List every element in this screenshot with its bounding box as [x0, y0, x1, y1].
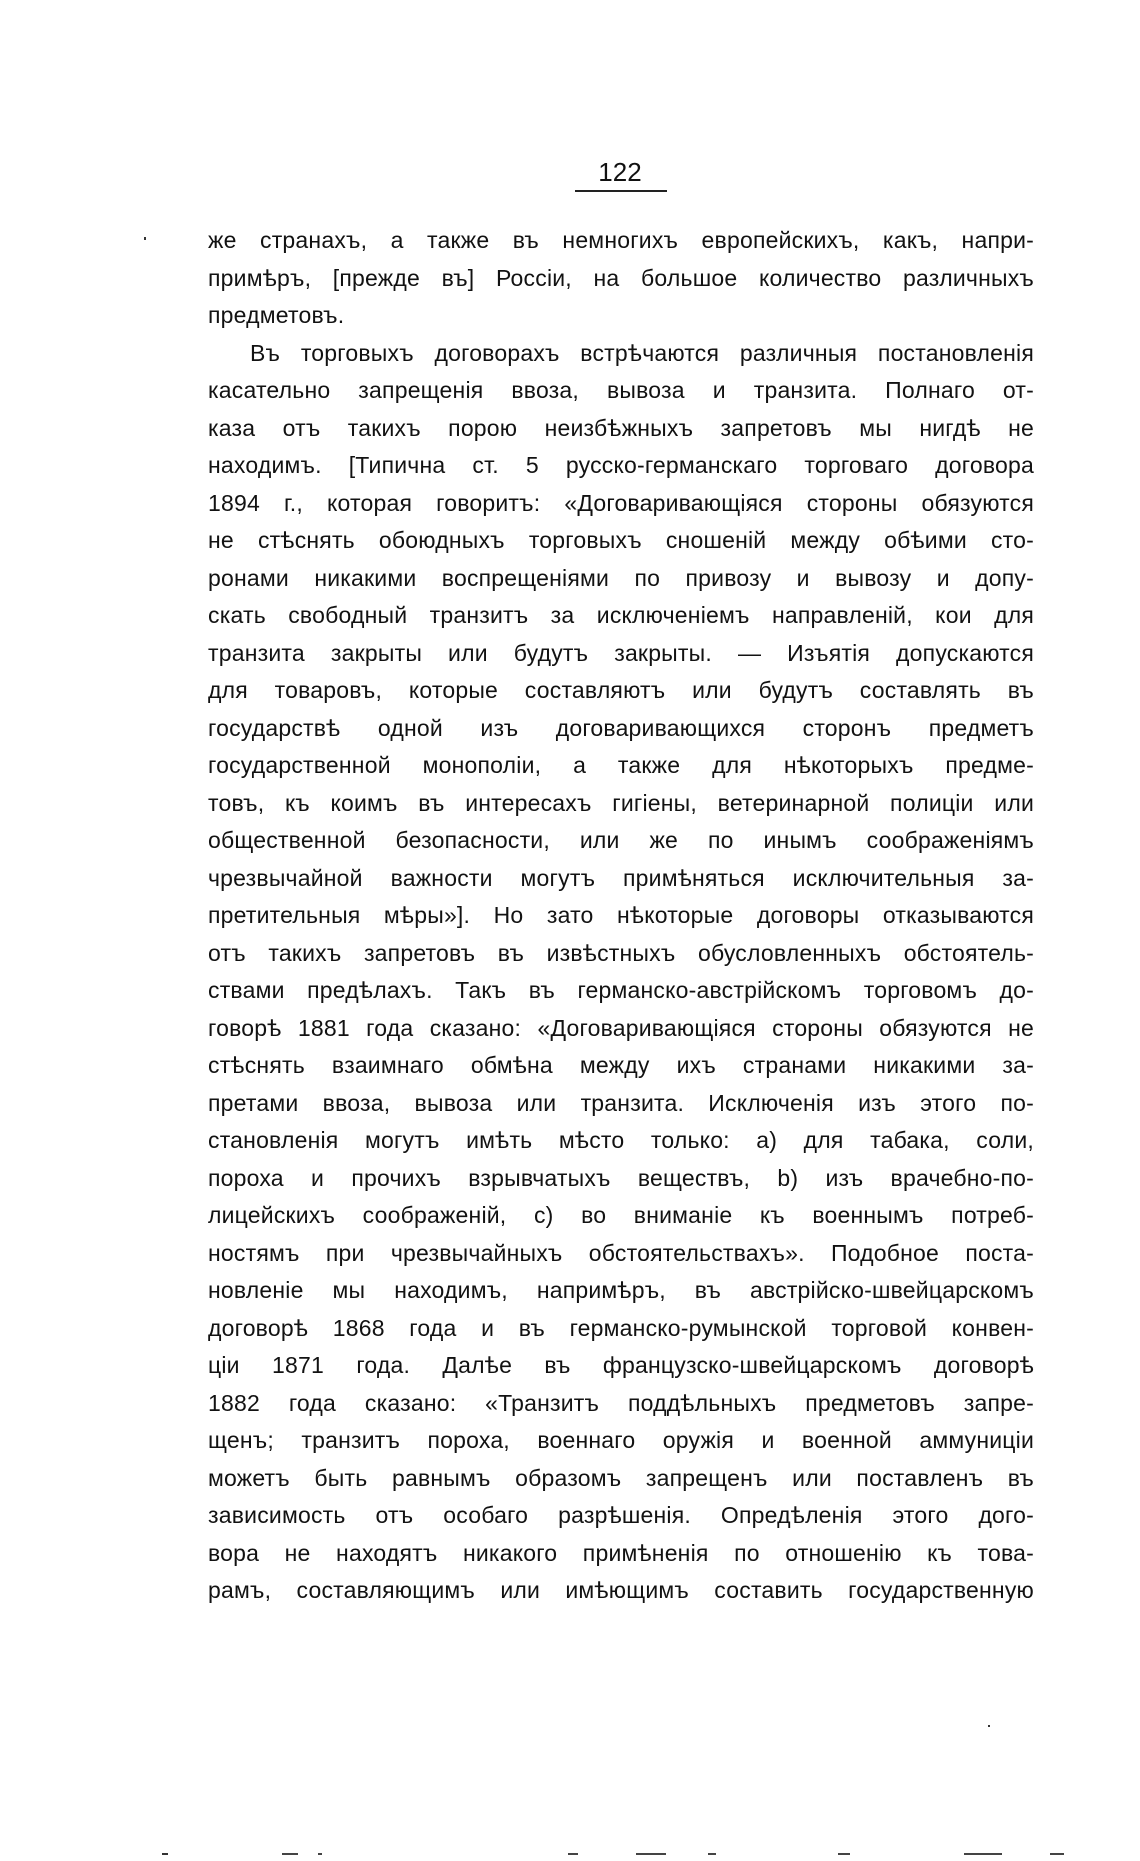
- text-line: вора не находятъ никакого примѣненія по отношенію къ това-: [208, 1539, 1034, 1566]
- text-line: ствами предѣлахъ. Такъ въ германско-австрійскомъ торговомъ до-: [208, 977, 1034, 1003]
- text-line: можетъ быть равнымъ образомъ запрещенъ или поставленъ въ: [208, 1464, 1034, 1491]
- text-line: находимъ. [Типична ст. 5 русско-германскаго торговаго договора: [208, 452, 1034, 478]
- scan-mark: [318, 1853, 322, 1855]
- text-line: примѣръ, [прежде въ] Россіи, на большое количество различныхъ: [208, 264, 1034, 291]
- text-line: чрезвычайной важности могутъ примѣняться исключительныя за-: [208, 864, 1034, 891]
- scan-mark: [636, 1853, 666, 1855]
- text-line: скать свободный транзитъ за исключеніемъ направленій, кои для: [208, 602, 1034, 628]
- text-line: предметовъ.: [208, 302, 345, 328]
- text-line: государствѣ одной изъ договаривающихся сторонъ предметъ: [208, 714, 1034, 741]
- scan-speck: [988, 1725, 990, 1727]
- text-line: товъ, къ коимъ въ интересахъ гигіены, ветеринарной полиціи или: [208, 789, 1034, 816]
- text-line: щенъ; транзитъ пороха, военнаго оружія и военной аммуниціи: [208, 1427, 1034, 1453]
- text-line: для товаровъ, которые составляютъ или будутъ составлять въ: [208, 677, 1034, 703]
- text-line: отъ такихъ запретовъ въ извѣстныхъ обусловленныхъ обстоятель-: [208, 939, 1034, 966]
- page-number-rule: [575, 190, 667, 192]
- text-line: ціи 1871 года. Далѣе въ французско-швейцарскомъ договорѣ: [208, 1352, 1034, 1378]
- text-line: каза отъ такихъ порою неизбѣжныхъ запретовъ мы нигдѣ не: [208, 414, 1034, 441]
- text-line: касательно запрещенія ввоза, вывоза и транзита. Полнаго от-: [208, 377, 1034, 403]
- scan-speck: [144, 237, 146, 240]
- body-text: [208, 222, 1034, 1610]
- text-line: не стѣснять обоюдныхъ торговыхъ сношеній между обѣими сто-: [208, 527, 1034, 553]
- text-line: говорѣ 1881 года сказано: «Договаривающіяся стороны обязуются не: [208, 1014, 1034, 1041]
- scan-speck: [162, 1853, 168, 1855]
- text-line: ностямъ при чрезвычайныхъ обстоятельствахъ». Подобное поста-: [208, 1239, 1034, 1266]
- text-line: зависимость отъ особаго разрѣшенія. Опредѣленія этого дого-: [208, 1502, 1034, 1528]
- text-line: государственной монополіи, а также для нѣкоторыхъ предме-: [208, 752, 1034, 778]
- text-line: претами ввоза, вывоза или транзита. Исключенія изъ этого по-: [208, 1089, 1034, 1116]
- text-line: стѣснять взаимнаго обмѣна между ихъ странами никакими за-: [208, 1052, 1034, 1078]
- scan-mark: [838, 1853, 850, 1855]
- scan-mark: [964, 1853, 1002, 1855]
- text-line: общественной безопасности, или же по инымъ соображеніямъ: [208, 827, 1034, 853]
- page-number: 122: [598, 157, 642, 187]
- text-line: новленіе мы находимъ, напримѣръ, въ австрійско-швейцарскомъ: [208, 1277, 1034, 1303]
- text-line: ронами никакими воспрещеніями по привозу и вывозу и допу-: [208, 564, 1034, 591]
- text-line: 1882 года сказано: «Транзитъ поддѣльныхъ предметовъ запре-: [208, 1389, 1034, 1416]
- text-line: становленія могутъ имѣть мѣсто только: а) для табака, соли,: [208, 1127, 1034, 1153]
- text-line: пороха и прочихъ взрывчатыхъ веществъ, b) изъ врачебно-по-: [208, 1164, 1034, 1191]
- text-line: же странахъ, а также въ немногихъ европейскихъ, какъ, напри-: [208, 227, 1034, 253]
- text-line: Въ торговыхъ договорахъ встрѣчаются различныя постановленія: [250, 339, 1034, 366]
- text-line: лицейскихъ соображеній, с) во вниманіе къ военнымъ потреб-: [208, 1202, 1034, 1228]
- scan-mark: [708, 1853, 716, 1855]
- text-line: договорѣ 1868 года и въ германско-румынской торговой конвен-: [208, 1314, 1034, 1341]
- text-line: 1894 г., которая говоритъ: «Договаривающіяся стороны обязуются: [208, 489, 1034, 516]
- text-line: рамъ, составляющимъ или имѣющимъ составить государственную: [208, 1577, 1034, 1603]
- scan-mark: [568, 1853, 578, 1855]
- text-line: претительныя мѣры»]. Но зато нѣкоторые договоры отказываются: [208, 902, 1034, 928]
- text-line: транзита закрыты или будутъ закрыты. — Изъятія допускаются: [208, 639, 1034, 666]
- scan-mark: [282, 1853, 298, 1855]
- scan-mark: [1050, 1853, 1064, 1855]
